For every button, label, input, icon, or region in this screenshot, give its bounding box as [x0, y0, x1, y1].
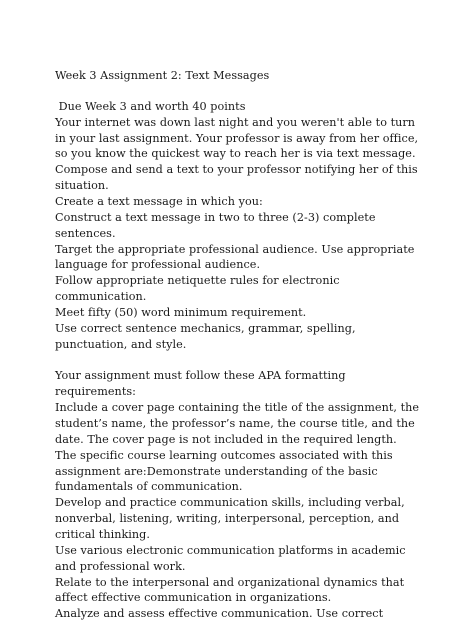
text-line: Your internet was down last night and you weren't able to turn — [55, 116, 416, 129]
text-line: student’s name, the professor’s name, the course title, and the — [55, 417, 415, 430]
text-line: Include a cover page containing the title of the assignment, the — [55, 401, 420, 414]
text-line: Meet fifty (50) word minimum requirement. — [55, 306, 307, 319]
text-line: punctuation, and style. — [55, 338, 187, 351]
document-title: Week 3 Assignment 2: Text Messages — [55, 69, 270, 82]
text-line: Your assignment must follow these APA formatting — [55, 369, 346, 382]
text-line: Use various electronic communication platforms in academic — [55, 544, 406, 557]
text-line: fundamentals of communication. — [55, 480, 243, 493]
text-line: Use correct sentence mechanics, grammar, spelling, — [55, 322, 356, 335]
text-line: Due Week 3 and worth 40 points — [55, 100, 246, 113]
text-line: so you know the quickest way to reach her is via text message. — [55, 147, 416, 160]
text-line: requirements: — [55, 385, 136, 398]
text-line: Create a text message in which you: — [55, 195, 263, 208]
text-line: language for professional audience. — [55, 258, 261, 271]
text-line: in your last assignment. Your professor is away from her office, — [55, 132, 419, 145]
text-line: The specific course learning outcomes associated with this — [55, 449, 393, 462]
text-line: nonverbal, listening, writing, interpersonal, perception, and — [55, 512, 400, 525]
text-line: sentences. — [55, 227, 116, 240]
text-line: Follow appropriate netiquette rules for electronic — [55, 274, 340, 287]
text-line: Analyze and assess effective communication. Use correct — [55, 607, 384, 620]
text-line: and professional work. — [55, 560, 186, 573]
text-line: critical thinking. — [55, 528, 150, 541]
text-line: situation. — [55, 179, 109, 192]
text-line: communication. — [55, 290, 147, 303]
text-line: Construct a text message in two to three (2-3) complete — [55, 211, 376, 224]
text-line: date. The cover page is not included in the required length. — [55, 433, 397, 446]
text-line: Target the appropriate professional audience. Use appropriate — [55, 243, 415, 256]
text-line: Compose and send a text to your professor notifying her of this — [55, 163, 418, 176]
text-line: Develop and practice communication skills, including verbal, — [55, 496, 405, 509]
text-line: assignment are:Demonstrate understanding of the basic — [55, 465, 378, 478]
text-line: affect effective communication in organizations. — [55, 591, 332, 604]
text-line: Relate to the interpersonal and organizational dynamics that — [55, 576, 405, 589]
